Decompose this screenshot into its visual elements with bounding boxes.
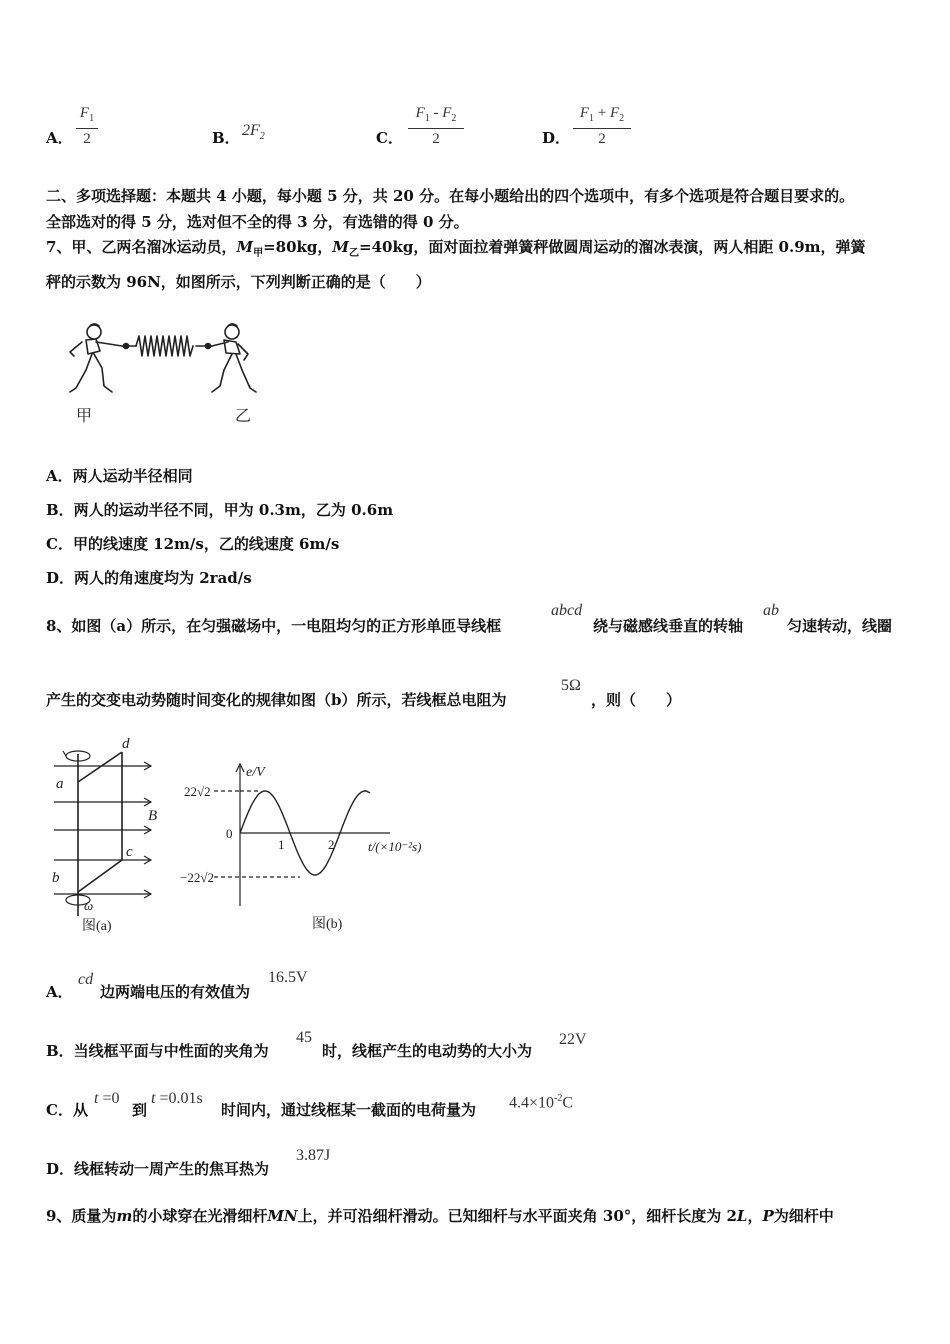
q6-option-d-fraction: $\frac{F_1 + F_2}{2}$ bbox=[573, 104, 631, 149]
q6-option-c-fraction: $\frac{F_1 - F_2}{2}$ bbox=[408, 104, 464, 149]
q8-fig-a-label-omega: ω bbox=[84, 898, 94, 913]
q8-figure-b-chart bbox=[180, 756, 450, 936]
y-axis-label: e/V bbox=[246, 765, 265, 780]
q7-figure-label-right: 乙 bbox=[235, 408, 252, 425]
x-tick-2: 2 bbox=[328, 837, 335, 852]
q8-fig-a-label-c: c bbox=[126, 844, 133, 860]
q8-figure-a bbox=[44, 732, 174, 936]
q7-option-d: D．两人的角速度均为 2rad/s bbox=[46, 569, 252, 587]
q6-option-d-label: D． bbox=[542, 129, 571, 147]
q7-skaters-figure bbox=[52, 318, 272, 426]
q7-stem-line1: 7、甲、乙两名溜冰运动员，$M_甲=80kg$，$M_乙=40kg$，面对面拉着弹簧秤做圆周运动的溜冰表演，两人相距 0.9m，弹簧 bbox=[46, 238, 866, 259]
section2-instruction-line2: 全部选对的得 5 分，选对但不全的得 3 分，有选错的得 0 分。 bbox=[46, 213, 469, 231]
q7-figure-label-left: 甲 bbox=[76, 408, 93, 425]
q8-fig-a-label-B: B bbox=[148, 808, 158, 824]
skater-right-icon bbox=[212, 324, 256, 392]
q8-fig-a-label-d: d bbox=[122, 736, 130, 752]
q8-fig-b-caption: 图(b) bbox=[312, 917, 343, 932]
q9-stem-line1: 9、质量为m的小球穿在光滑细杆MN上，并可沿细杆滑动。已知细杆与水平面夹角 30°，细杆长度为 2L，P为细杆中 bbox=[46, 1207, 834, 1225]
skater-left-icon bbox=[70, 324, 122, 392]
q7-option-c: C．甲的线速度 12m/s，乙的线速度 6m/s bbox=[46, 535, 340, 553]
x-tick-1: 1 bbox=[278, 837, 285, 852]
x-axis-label: t/(×10⁻²s) bbox=[368, 839, 422, 854]
q8-fig-a-label-b: b bbox=[52, 870, 60, 886]
q7-option-b: B．两人的运动半径不同，甲为 0.3m，乙为 0.6m bbox=[46, 501, 394, 519]
q8-fig-a-caption: 图(a) bbox=[82, 919, 112, 934]
q7-option-a: A．两人运动半径相同 bbox=[46, 467, 193, 485]
y-min-tick: −22√2 bbox=[180, 870, 214, 885]
origin-tick: 0 bbox=[226, 826, 233, 841]
section2-instruction-line1: 二、多项选择题：本题共 4 小题，每小题 5 分，共 20 分。在每小题给出的四个选项中，有多个选项是符合题目要求的。 bbox=[46, 187, 855, 205]
q6-option-c-label: C． bbox=[376, 129, 403, 147]
q6-option-b-expr: $2F_2$ bbox=[242, 122, 265, 143]
y-max-tick: 22√2 bbox=[184, 784, 211, 799]
q6-option-a-fraction: $\frac{F_1}{2}$ bbox=[76, 104, 98, 149]
q6-option-b-label: B． bbox=[212, 129, 240, 147]
q6-option-a-label: A． bbox=[46, 129, 73, 147]
q8-fig-a-label-a: a bbox=[56, 776, 64, 792]
spring-balance-icon bbox=[122, 336, 212, 356]
q7-stem-line2: 秤的示数为 96N，如图所示，下列判断正确的是（ ） bbox=[46, 273, 431, 291]
